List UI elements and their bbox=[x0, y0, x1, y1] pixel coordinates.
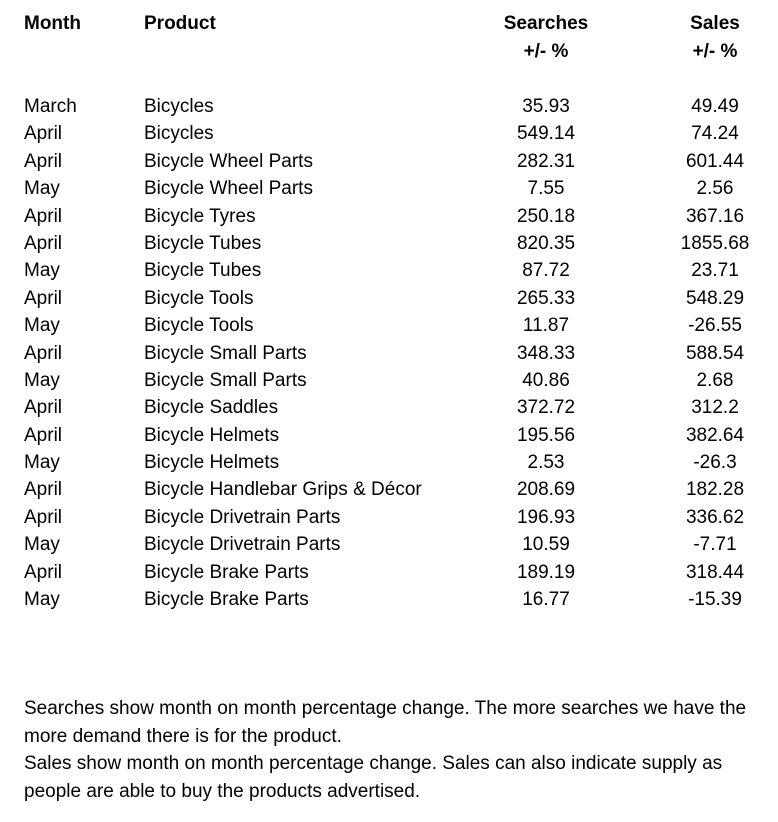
cell-product: Bicycle Brake Parts bbox=[144, 589, 309, 611]
cell-month: May bbox=[24, 589, 60, 611]
cell-searches: 40.86 bbox=[522, 369, 570, 391]
cell-month: April bbox=[24, 205, 63, 227]
cell-month: April bbox=[24, 150, 63, 172]
table-row bbox=[0, 367, 778, 394]
table-row bbox=[0, 476, 778, 503]
table-row bbox=[0, 312, 778, 339]
header-product-label: Product bbox=[144, 13, 216, 34]
header-searches bbox=[486, 10, 606, 66]
cell-product: Bicycle Handlebar Grips & Décor bbox=[144, 479, 422, 501]
table-row bbox=[0, 586, 778, 613]
cell-sales: 601.44 bbox=[685, 150, 745, 172]
cell-month: May bbox=[24, 369, 60, 391]
cell-searches: 35.93 bbox=[522, 96, 570, 117]
cell-month: April bbox=[24, 123, 63, 145]
table-row bbox=[0, 531, 778, 558]
cell-product: Bicycle Tools bbox=[144, 315, 254, 337]
cell-searches: 10.59 bbox=[522, 534, 570, 556]
table-row bbox=[0, 285, 778, 312]
cell-sales: 318.44 bbox=[685, 561, 745, 583]
cell-searches: 2.53 bbox=[527, 452, 565, 474]
notes bbox=[24, 695, 769, 805]
cell-sales: 49.49 bbox=[691, 96, 739, 117]
table-row bbox=[0, 203, 778, 230]
cell-sales: -15.39 bbox=[688, 589, 742, 611]
cell-month: May bbox=[24, 315, 60, 337]
table-row bbox=[0, 230, 778, 257]
table-row bbox=[0, 559, 778, 586]
cell-month: April bbox=[24, 342, 63, 364]
cell-sales: 588.54 bbox=[685, 342, 745, 364]
cell-sales: 382.64 bbox=[685, 424, 745, 446]
table-body bbox=[0, 93, 778, 613]
header-month bbox=[24, 10, 81, 38]
cell-searches: 7.55 bbox=[527, 178, 565, 200]
cell-product: Bicycle Tubes bbox=[144, 260, 262, 282]
cell-product: Bicycle Wheel Parts bbox=[144, 178, 313, 200]
header-searches-unit: +/- % bbox=[523, 41, 569, 62]
table-row bbox=[0, 148, 778, 175]
cell-month: May bbox=[24, 260, 60, 282]
searches-note: Searches show month on month percentage change. The more searches we have the more demand there is for the product. bbox=[24, 698, 747, 747]
cell-searches: 195.56 bbox=[516, 424, 576, 446]
cell-month: March bbox=[24, 96, 77, 117]
cell-product: Bicycle Small Parts bbox=[144, 369, 307, 391]
cell-sales: 2.68 bbox=[696, 369, 734, 391]
cell-month: April bbox=[24, 506, 63, 528]
table-row bbox=[0, 257, 778, 284]
cell-product: Bicycle Brake Parts bbox=[144, 561, 309, 583]
cell-searches: 372.72 bbox=[516, 397, 576, 419]
header-sales bbox=[656, 10, 774, 66]
cell-searches: 250.18 bbox=[516, 205, 576, 227]
cell-sales: 182.28 bbox=[685, 479, 745, 501]
table-row bbox=[0, 449, 778, 476]
cell-product: Bicycle Tools bbox=[144, 287, 254, 309]
header-product bbox=[144, 10, 216, 38]
cell-sales: -26.55 bbox=[688, 315, 742, 337]
cell-searches: 348.33 bbox=[516, 342, 576, 364]
cell-product: Bicycle Tubes bbox=[144, 232, 262, 254]
cell-product: Bicycle Helmets bbox=[144, 424, 280, 446]
cell-month: April bbox=[24, 287, 63, 309]
cell-searches: 189.19 bbox=[516, 561, 576, 583]
cell-sales: 1855.68 bbox=[680, 232, 750, 254]
cell-sales: 2.56 bbox=[696, 178, 734, 200]
cell-month: May bbox=[24, 178, 60, 200]
cell-month: May bbox=[24, 534, 60, 556]
cell-product: Bicycle Wheel Parts bbox=[144, 150, 313, 172]
table-row bbox=[0, 120, 778, 147]
cell-sales: 312.2 bbox=[691, 397, 739, 419]
cell-month: April bbox=[24, 424, 63, 446]
cell-searches: 196.93 bbox=[516, 506, 576, 528]
table-row bbox=[0, 93, 778, 120]
cell-sales: 548.29 bbox=[685, 287, 745, 309]
cell-searches: 820.35 bbox=[516, 232, 576, 254]
cell-product: Bicycle Drivetrain Parts bbox=[144, 534, 341, 556]
cell-product: Bicycle Tyres bbox=[144, 205, 256, 227]
header-sales-unit: +/- % bbox=[692, 41, 738, 62]
header-searches-label: Searches bbox=[503, 13, 589, 34]
cell-product: Bicycle Helmets bbox=[144, 452, 280, 474]
cell-month: April bbox=[24, 561, 63, 583]
cell-searches: 11.87 bbox=[522, 315, 570, 337]
cell-month: May bbox=[24, 452, 60, 474]
cell-searches: 208.69 bbox=[516, 479, 576, 501]
cell-searches: 265.33 bbox=[516, 287, 576, 309]
cell-sales: 74.24 bbox=[691, 123, 739, 145]
cell-product: Bicycle Saddles bbox=[144, 397, 279, 419]
cell-sales: -26.3 bbox=[693, 452, 737, 474]
cell-searches: 87.72 bbox=[522, 260, 570, 282]
table-row bbox=[0, 175, 778, 202]
cell-searches: 16.77 bbox=[522, 589, 570, 611]
table-row bbox=[0, 504, 778, 531]
cell-month: April bbox=[24, 479, 63, 501]
cell-product: Bicycles bbox=[144, 96, 214, 117]
cell-product: Bicycle Drivetrain Parts bbox=[144, 506, 341, 528]
cell-sales: 367.16 bbox=[685, 205, 745, 227]
cell-month: April bbox=[24, 397, 63, 419]
cell-searches: 282.31 bbox=[516, 150, 576, 172]
table-row bbox=[0, 394, 778, 421]
cell-sales: -7.71 bbox=[693, 534, 737, 556]
header-month-label: Month bbox=[24, 13, 81, 34]
table-row bbox=[0, 340, 778, 367]
sales-note: Sales show month on month percentage change. Sales can also indicate supply as people are able to buy the products advertised. bbox=[24, 753, 723, 802]
cell-product: Bicycle Small Parts bbox=[144, 342, 307, 364]
table-row bbox=[0, 422, 778, 449]
cell-sales: 336.62 bbox=[685, 506, 745, 528]
cell-product: Bicycles bbox=[144, 123, 214, 145]
cell-searches: 549.14 bbox=[516, 123, 576, 145]
cell-month: April bbox=[24, 232, 63, 254]
header-sales-label: Sales bbox=[690, 13, 740, 34]
cell-sales: 23.71 bbox=[691, 260, 739, 282]
